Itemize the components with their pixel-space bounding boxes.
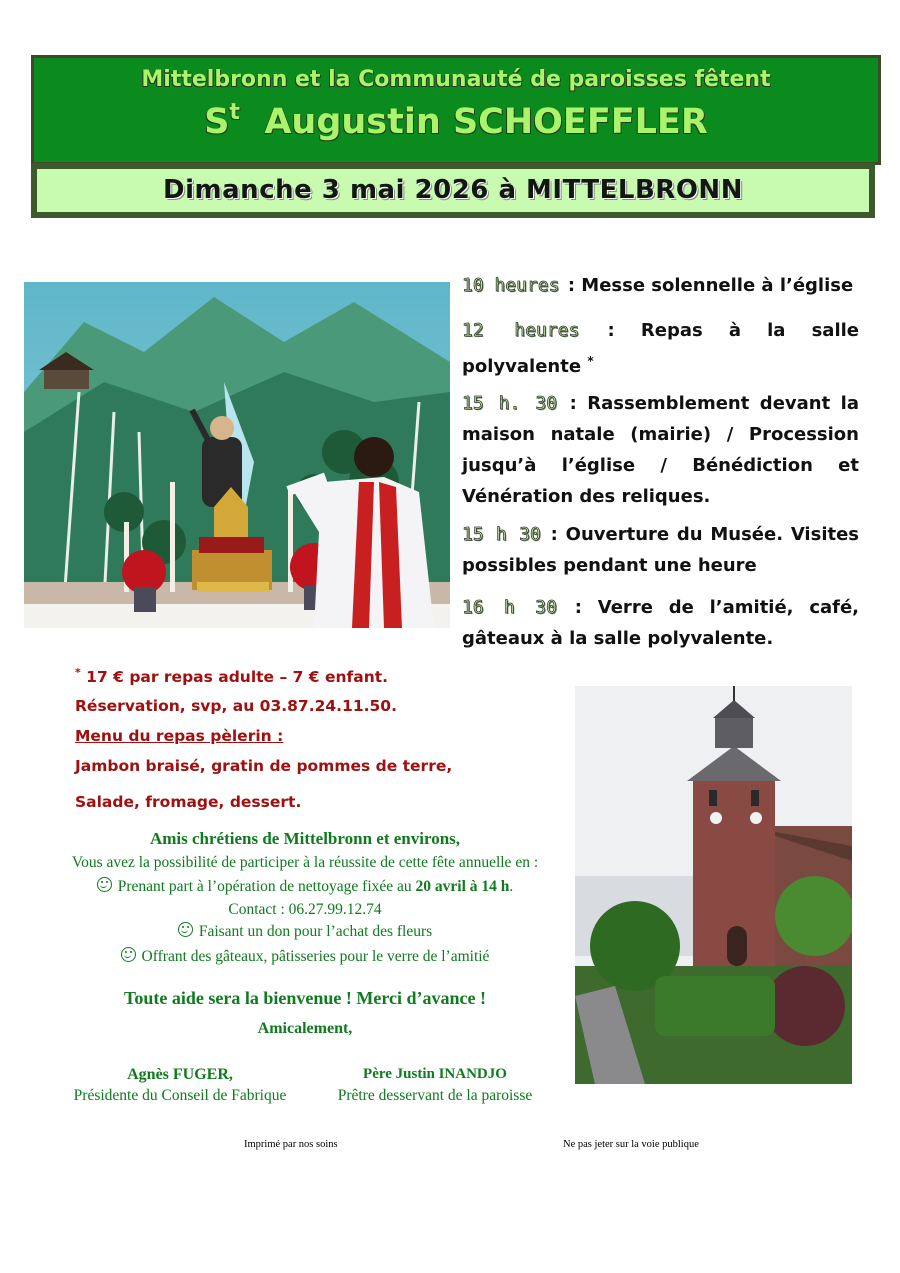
appeal-closing: Amicalement, <box>257 1020 353 1037</box>
meal-reservation: Réservation, svp, au 03.87.24.11.50. <box>75 697 397 715</box>
menu-line: Jambon braisé, gratin de pommes de terre, <box>75 757 453 775</box>
schedule-item: 15 h. 30 : Rassemblement devant la maison natale (mairie) / Procession jusqu’à l’église / Bénédiction et Vénération des reliques. <box>462 393 859 507</box>
banner-title: $S^t$ Augustin SCHOEFFLER <box>204 100 708 142</box>
appeal-item: Prenant part à l’opération de nettoyage fixée au 20 avril à 14 h. <box>35 877 575 896</box>
header-banner <box>31 55 881 165</box>
banner-subtitle: Mittelbronn et la Communauté de paroisses fêtent <box>141 67 771 92</box>
menu-title: Menu du repas pèlerin : <box>75 727 284 745</box>
appeal-contact: Contact : 06.27.99.12.74 <box>228 901 382 918</box>
schedule-item: 15 h 30 : Ouverture du Musée. Visites possibles pendant une heure <box>462 524 860 576</box>
appeal-title: Amis chrétiens de Mittelbronn et environs, <box>149 829 461 848</box>
smiley-icon <box>121 947 136 962</box>
signature-left: Agnès FUGER, Présidente du Conseil de Fabrique <box>73 1066 287 1104</box>
schedule-item: 12 heures : Repas à la salle polyvalente * <box>462 320 859 377</box>
appeal-thanks: Toute aide sera la bienvenue ! Merci d’avance ! <box>124 988 486 1008</box>
event-date: Dimanche 3 mai 2026 à MITTELBRONN <box>37 169 869 212</box>
meal-price: * 17 € par repas adulte – 7 € enfant. <box>75 666 389 687</box>
appeal-item: Offrant des gâteaux, pâtisseries pour le verre de l’amitié <box>35 947 575 966</box>
celebration-photo <box>24 282 450 628</box>
appeal-intro: Vous avez la possibilité de participer à la réussite de cette fête annuelle en : <box>71 854 539 871</box>
church-photo <box>575 686 852 1084</box>
date-band <box>31 163 875 218</box>
schedule-item: 16 h 30 : Verre de l’amitié, café, gâteaux à la salle polyvalente. <box>462 597 860 649</box>
footer-notice: Ne pas jeter sur la voie publique <box>563 1139 699 1150</box>
smiley-icon <box>97 877 112 892</box>
menu-line: Salade, fromage, dessert. <box>75 793 302 811</box>
smiley-icon <box>178 922 193 937</box>
signature-right: Père Justin INANDJO Prêtre desservant de la paroisse <box>337 1066 533 1104</box>
appeal-item: Faisant un don pour l’achat des fleurs <box>35 922 575 941</box>
schedule-item: 10 heures : Messe solennelle à l’église <box>462 275 854 296</box>
footer-printed: Imprimé par nos soins <box>244 1139 338 1150</box>
